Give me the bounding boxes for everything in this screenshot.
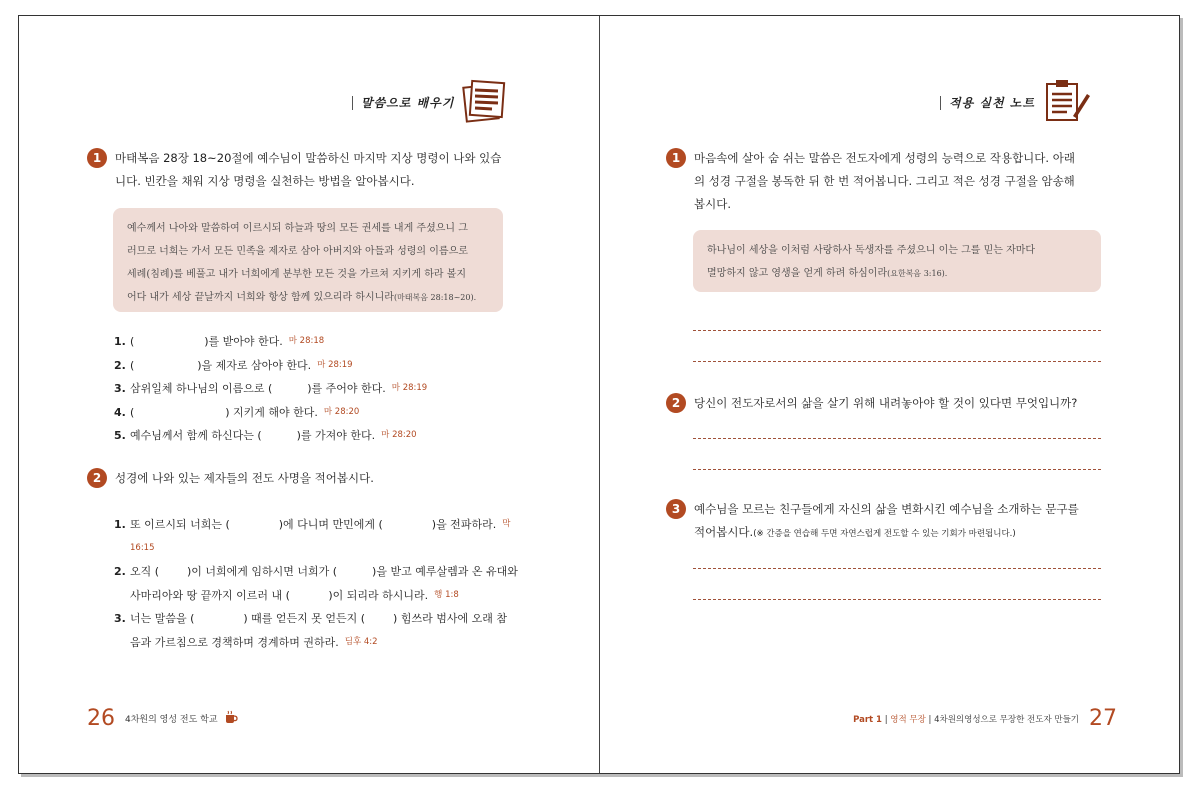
writing-line[interactable] — [693, 568, 1101, 569]
item-text: ( )를 받아야 한다. — [130, 335, 283, 348]
item-number: 1. — [114, 335, 126, 348]
scripture-line: 어다 내가 세상 끝날까지 너희와 항상 함께 있으리라 하시니라 — [127, 292, 394, 303]
item-reference: 막 — [502, 519, 511, 529]
fill-item — [114, 354, 534, 378]
coffee-cup-icon — [224, 709, 238, 728]
fill-item — [114, 377, 534, 401]
question-3 — [666, 499, 1106, 546]
item-reference: 딤후 4:2 — [344, 636, 378, 647]
fill-in-list — [114, 330, 534, 448]
divider — [352, 96, 353, 110]
question-text: 마음속에 살아 숨 쉬는 말씀은 전도자에게 성령의 능력으로 작용합니다. 아래 — [694, 151, 1075, 165]
item-text: ( ) 지키게 해야 한다. — [130, 405, 318, 419]
scripture-reference: (요한복음 3:16). — [887, 269, 948, 278]
item-text: 사마리아와 땅 끝까지 이르러 내 ( )이 되리라 하시니라. — [130, 588, 429, 602]
scripture-line: 하나님이 세상을 이처럼 사랑하사 독생자를 주셨으니 이는 그를 믿는 자마다 — [707, 245, 1036, 256]
item-text: 오직 ( )이 너희에게 임하시면 너희가 ( )을 받고 예루살렘과 온 유대와 — [130, 565, 518, 578]
section-title: 말씀으로 배우기 — [361, 96, 455, 110]
fill-item — [114, 330, 534, 354]
question-text: 성경에 나와 있는 제자들의 전도 사명을 적어봅시다. — [115, 471, 374, 485]
item-reference: 마 28:19 — [391, 383, 428, 393]
item-number: 5. — [114, 429, 126, 442]
question-2 — [87, 468, 527, 490]
question-number-badge: 1 — [666, 148, 686, 168]
mission-item — [114, 607, 524, 654]
fill-item — [114, 424, 534, 448]
question-number-badge: 2 — [87, 468, 107, 488]
item-reference: 마 28:18 — [288, 336, 325, 346]
question-text: 적어봅시다. — [694, 525, 754, 539]
scripture-line: 예수께서 나아와 말씀하여 이르시되 하늘과 땅의 모든 권세를 내게 주셨으니 그 — [127, 223, 468, 234]
item-reference: 마 28:19 — [317, 359, 353, 370]
question-text: 니다. 빈칸을 채워 지상 명령을 실천하는 방법을 알아봅시다. — [115, 174, 415, 188]
writing-line[interactable] — [693, 330, 1101, 331]
item-number: 2. — [114, 358, 126, 372]
question-1 — [87, 148, 527, 193]
question-text: 예수님을 모르는 친구들에게 자신의 삶을 변화시킨 예수님을 소개하는 문구를 — [694, 502, 1079, 516]
scripture-box — [113, 208, 503, 312]
question-number-badge: 1 — [87, 148, 107, 168]
writing-line[interactable] — [693, 599, 1101, 600]
scripture-line: 세례(침례)를 베풀고 내가 너희에게 분부한 모든 것을 가르쳐 지키게 하라 볼지 — [127, 269, 467, 280]
left-page — [19, 16, 599, 773]
item-reference: 마 28:20 — [323, 406, 360, 417]
page-number: 27 — [1089, 706, 1117, 731]
question-text: 의 성경 구절을 봉독한 뒤 한 번 적어봅니다. 그리고 적은 성경 구절을 암송해 — [694, 174, 1075, 188]
writing-line[interactable] — [693, 361, 1101, 362]
page-number: 26 — [87, 706, 115, 731]
item-number: 3. — [114, 612, 126, 625]
item-number: 4. — [114, 405, 126, 419]
item-text: 또 이르시되 너희는 ( )에 다니며 만민에게 ( )을 전파하라. — [130, 518, 497, 531]
question-number-badge: 2 — [666, 393, 686, 413]
mission-item — [114, 560, 524, 607]
mission-list — [114, 513, 524, 654]
question-text: 당신이 전도자로서의 삶을 살기 위해 내려놓아야 할 것이 있다면 무엇입니까? — [694, 396, 1078, 410]
writing-line[interactable] — [693, 438, 1101, 439]
mission-item — [114, 513, 524, 560]
item-text: 너는 말씀을 ( ) 때를 얻든지 못 얻든지 ( ) 힘쓰라 범사에 오래 참 — [130, 612, 507, 625]
question-2 — [666, 393, 1106, 415]
footer-chapter: 영적 무장 — [890, 714, 926, 725]
scripture-box — [693, 230, 1101, 292]
section-title: 적용 실천 노트 — [949, 96, 1035, 110]
item-text: 삼위일체 하나님의 이름으로 ( )를 주어야 한다. — [130, 382, 386, 395]
notepad-icon — [462, 78, 506, 127]
item-reference: 16:15 — [130, 542, 155, 553]
question-1 — [666, 148, 1106, 216]
question-text: 봅시다. — [694, 197, 731, 211]
question-text: 마태복음 28장 18~20절에 예수님이 말씀하신 마지막 지상 명령이 나와 있습 — [115, 151, 502, 165]
item-text: 예수님께서 함께 하신다는 ( )를 가져야 한다. — [130, 429, 376, 442]
footer-right: Part 1 | 영적 무장 | 4차원의영성으로 무장한 전도자 만들기 27 — [853, 706, 1117, 731]
section-header-left — [352, 78, 506, 127]
footer-title: 4차원의영성으로 무장한 전도자 만들기 — [934, 714, 1079, 725]
footer-left — [87, 706, 238, 731]
question-number-badge: 3 — [666, 499, 686, 519]
question-note: (※ 간증을 연습해 두면 자연스럽게 전도할 수 있는 기회가 마련됩니다.) — [753, 529, 1016, 539]
item-reference: 마 28:20 — [381, 430, 417, 440]
item-text: 음과 가르침으로 경책하며 경계하며 권하라. — [130, 635, 339, 649]
footer-part: Part 1 — [853, 714, 882, 725]
item-number: 1. — [114, 518, 126, 531]
right-page — [600, 16, 1179, 773]
clipboard-pen-icon — [1043, 78, 1091, 127]
item-text: ( )을 제자로 삼아야 한다. — [130, 358, 312, 372]
item-reference: 행 1:8 — [434, 589, 459, 600]
scripture-reference: (마태복음 28:18~20). — [393, 293, 477, 302]
item-number: 3. — [114, 382, 126, 395]
section-header-right — [940, 78, 1091, 127]
scripture-line: 멸망하지 않고 영생을 얻게 하려 하심이라 — [707, 268, 888, 279]
book-spread — [18, 15, 1180, 774]
book-title: 4차원의 영성 전도 학교 — [125, 715, 218, 725]
scripture-line: 러므로 너희는 가서 모든 민족을 제자로 삼아 아버지와 아들과 성령의 이름으로 — [127, 246, 468, 257]
writing-line[interactable] — [693, 469, 1101, 470]
fill-item — [114, 401, 534, 425]
divider — [940, 96, 941, 110]
item-number: 2. — [114, 565, 126, 578]
